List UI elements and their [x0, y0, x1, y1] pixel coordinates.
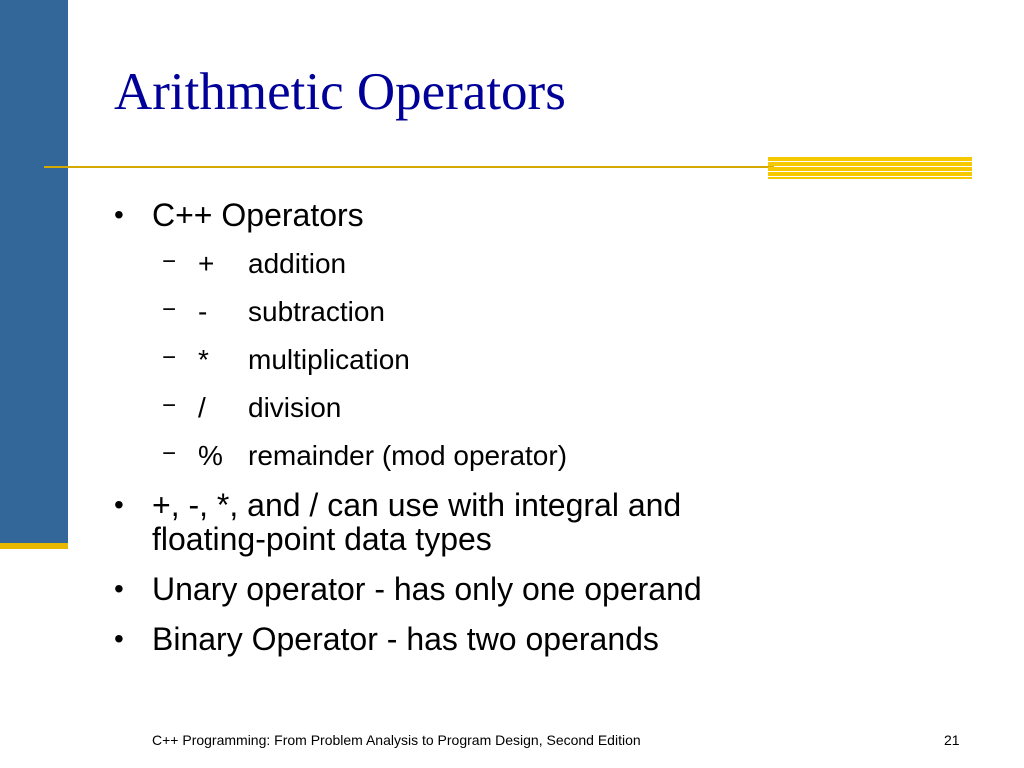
operator-symbol: * — [198, 344, 209, 375]
bullet-item — [110, 484, 910, 560]
bullet-marker: • — [114, 489, 124, 520]
operator-description: remainder (mod operator) — [248, 440, 568, 471]
side-bar-decoration — [0, 0, 68, 546]
sub-bullet-item — [110, 244, 910, 284]
operator-symbol: - — [198, 296, 208, 327]
sub-bullet-item — [110, 340, 910, 380]
sub-bullet-marker: − — [162, 248, 177, 275]
slide-title: Arithmetic Operators — [114, 63, 566, 121]
operator-description: subtraction — [248, 296, 385, 327]
sub-bullet-item — [110, 388, 910, 428]
bullet-text: Binary Operator - has two operands — [152, 621, 659, 657]
sub-bullet-marker: − — [162, 344, 177, 371]
bullet-item — [110, 618, 910, 660]
bullet-text: Unary operator - has only one operand — [152, 571, 702, 607]
sub-bullet-item — [110, 292, 910, 332]
bullet-marker: • — [114, 199, 124, 230]
operator-symbol: / — [198, 392, 206, 423]
sub-bullet-marker: − — [162, 440, 177, 467]
bullet-text: C++ Operators — [152, 197, 364, 233]
operator-description: multiplication — [248, 344, 410, 375]
operator-description: addition — [248, 248, 347, 279]
slide-body — [110, 194, 910, 668]
operator-symbol: % — [198, 440, 223, 471]
side-bar-gold-accent — [0, 543, 68, 549]
slide-footer: C++ Programming: From Problem Analysis to Program Design, Second Edition — [152, 732, 641, 748]
sub-bullet-marker: − — [162, 392, 177, 419]
operator-description: division — [248, 392, 342, 423]
title-underline — [44, 166, 774, 168]
bullet-item — [110, 194, 910, 236]
sub-bullet-item — [110, 436, 910, 476]
title-underline-accent — [768, 157, 972, 179]
bullet-text-line2: floating-point data types — [152, 521, 492, 557]
page-number: 21 — [944, 732, 960, 748]
operator-symbol: + — [198, 248, 215, 279]
bullet-text-line1: +, -, *, and / can use with integral and — [152, 487, 682, 523]
sub-bullet-marker: − — [162, 296, 177, 323]
bullet-marker: • — [114, 623, 124, 654]
bullet-item — [110, 568, 910, 610]
bullet-marker: • — [114, 573, 124, 604]
